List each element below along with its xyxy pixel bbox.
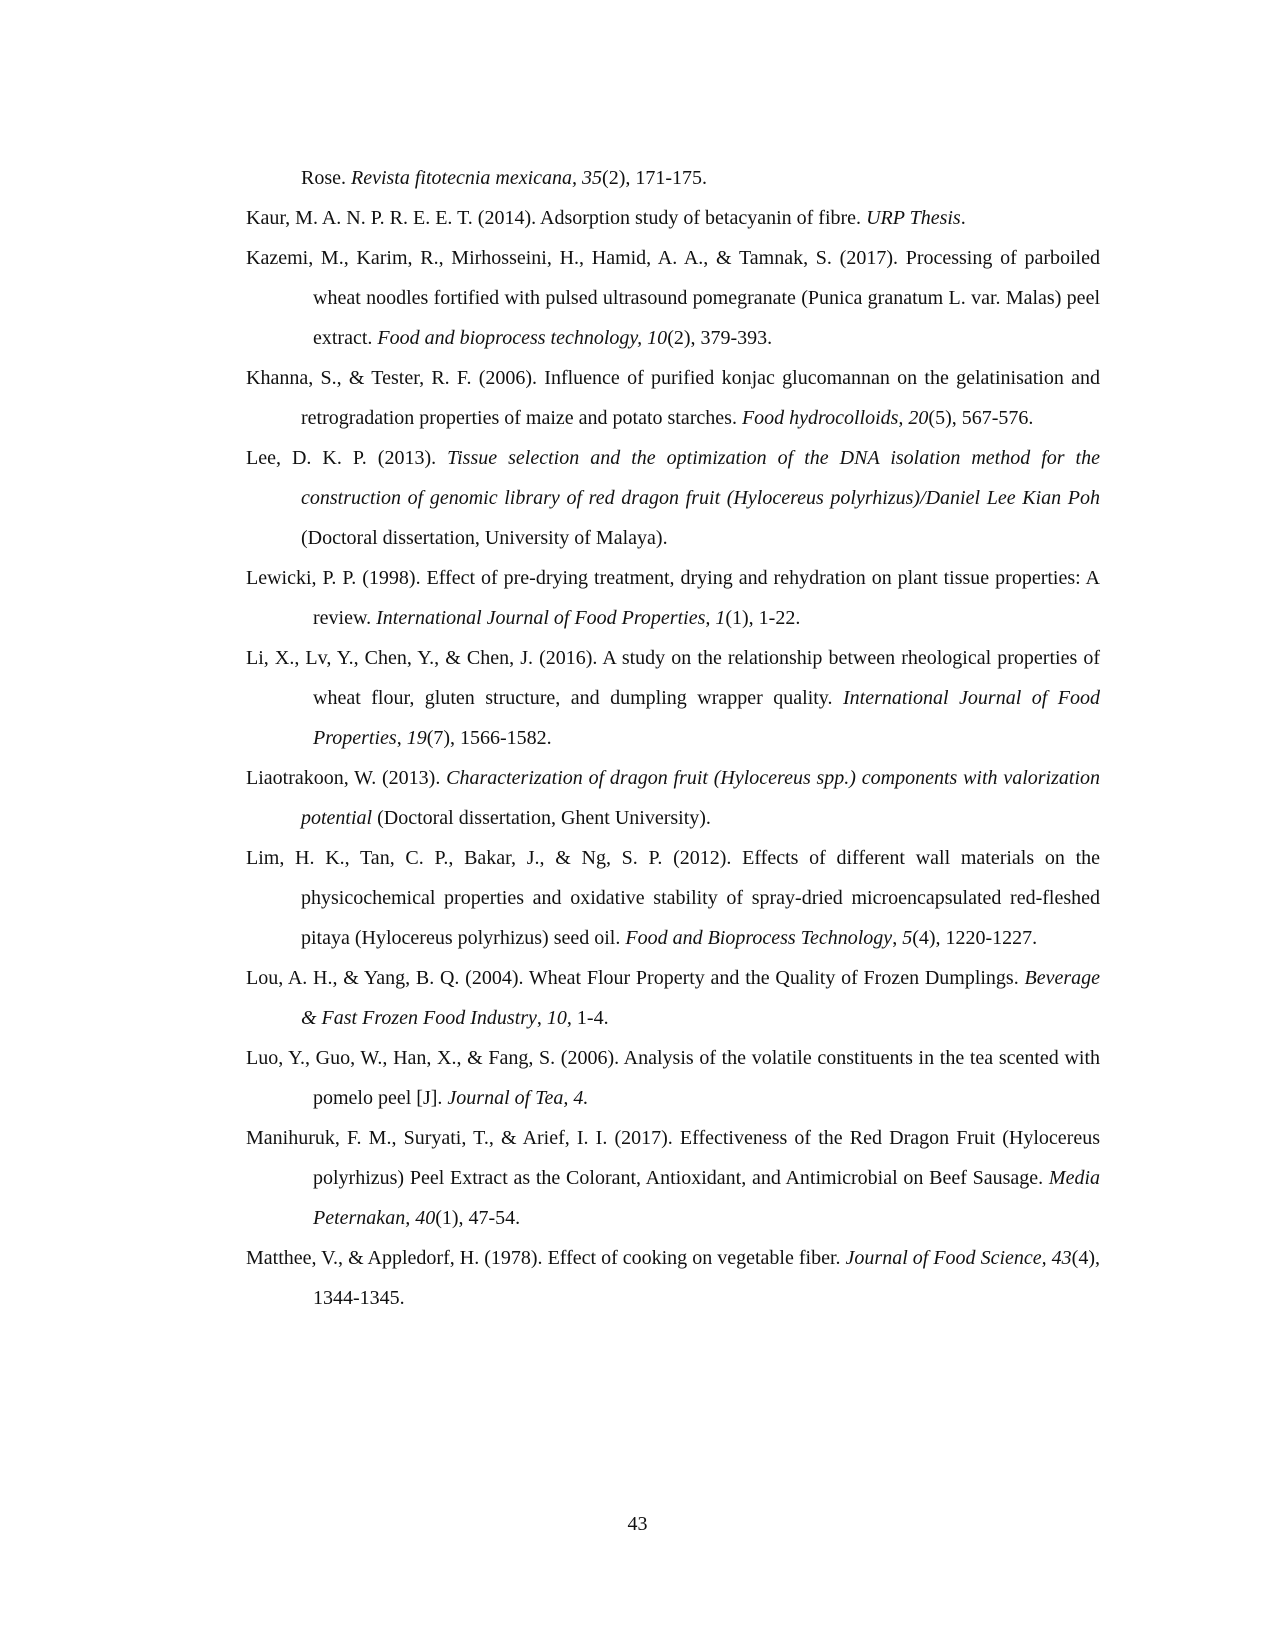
reference-text: (Doctoral dissertation, Ghent University). — [372, 807, 711, 829]
reference-text: . — [960, 207, 966, 229]
reference-text: Li, X., Lv, Y., Chen, Y., & Chen, J. (2016). A study on the relationship between rheological properties of wheat flour, gluten structure, and dumpling wrapper quality. — [246, 647, 1100, 709]
reference-kaur — [246, 198, 1100, 238]
reference-text: Media Peternakan, 40 — [313, 1167, 1100, 1229]
reference-manihuruk — [246, 1118, 1100, 1238]
reference-text: , — [892, 927, 903, 949]
reference-khanna — [246, 358, 1100, 438]
reference-text: , — [536, 1007, 547, 1029]
reference-matthee — [246, 1238, 1100, 1318]
reference-text: Lewicki, P. P. (1998). Effect of pre-drying treatment, drying and rehydration on plant tissue properties: A review. — [246, 567, 1100, 629]
reference-list — [246, 158, 1100, 1318]
reference-lewicki — [246, 558, 1100, 638]
reference-text: (2), 171-175. — [602, 167, 708, 189]
reference-text: (Doctoral dissertation, University of Malaya). — [301, 527, 668, 549]
reference-luo — [246, 1038, 1100, 1118]
reference-text: Revista fitotecnia mexicana, 35 — [351, 167, 603, 189]
reference-kazemi — [246, 238, 1100, 358]
reference-text: Kazemi, M., Karim, R., Mirhosseini, H., Hamid, A. A., & Tamnak, S. (2017). Processing of parboiled wheat noodles fortified with pulsed ultrasound pomegranate (Punica granatum L. var. Malas) peel extract. — [246, 247, 1100, 349]
reference-text: Lim, H. K., Tan, C. P., Bakar, J., & Ng, S. P. (2012). Effects of different wall materials on the physicochemical properties and oxidative stability of spray-dried microencapsulated red-fleshed pitaya (Hylocereus polyrhizus) seed oil. — [246, 847, 1100, 949]
reference-text: Rose. — [301, 167, 351, 189]
reference-lim — [246, 838, 1100, 958]
reference-text: , — [396, 727, 407, 749]
reference-text: URP Thesis — [866, 207, 961, 229]
reference-text: Liaotrakoon, W. (2013). — [246, 767, 447, 789]
reference-text: (4), 1220-1227. — [912, 927, 1038, 949]
reference-text: International Journal of Food Properties — [313, 687, 1100, 749]
reference-text: (1), 47-54. — [435, 1207, 521, 1229]
reference-text: International Journal of Food Properties, 1 — [376, 607, 726, 629]
reference-text: (1), 1-22. — [725, 607, 801, 629]
reference-text: 10 — [546, 1007, 567, 1029]
reference-text: (5), 567-576. — [928, 407, 1034, 429]
reference-text: Manihuruk, F. M., Suryati, T., & Arief, I. I. (2017). Effectiveness of the Red Dragon Fruit (Hylocereus polyrhizus) Peel Extract as the Colorant, Antioxidant, and Antimicrobial on Beef Sausage. — [246, 1127, 1100, 1189]
reference-text: Characterization of dragon fruit (Hylocereus spp.) components with valorization potential — [301, 767, 1101, 829]
reference-text: Tissue selection and the optimization of the DNA isolation method for the construction of genomic library of red dragon fruit (Hylocereus polyrhizus)/Daniel Lee Kian Poh — [301, 447, 1100, 509]
reference-text: 19 — [406, 727, 427, 749]
reference-text: Lee, D. K. P. (2013). — [246, 447, 448, 469]
reference-text: Lou, A. H., & Yang, B. Q. (2004). Wheat Flour Property and the Quality of Frozen Dumplings. — [246, 967, 1025, 989]
reference-text: (7), 1566-1582. — [426, 727, 552, 749]
reference-text: Beverage & Fast Frozen Food Industry — [301, 967, 1100, 1029]
reference-text: Luo, Y., Guo, W., Han, X., & Fang, S. (2006). Analysis of the volatile constituents in the tea scented with pomelo peel [J]. — [246, 1047, 1100, 1109]
page-number: 43 — [627, 1513, 648, 1535]
reference-text: Kaur, M. A. N. P. R. E. E. T. (2014). Adsorption study of betacyanin of fibre. — [246, 207, 867, 229]
reference-text: Food and bioprocess technology, 10 — [377, 327, 668, 349]
reference-text: , 1-4. — [566, 1007, 609, 1029]
reference-text: (4), 1344-1345. — [313, 1247, 1100, 1309]
reference-lou — [246, 958, 1100, 1038]
reference-text: Khanna, S., & Tester, R. F. (2006). Influence of purified konjac glucomannan on the gelatinisation and retrogradation properties of maize and potato starches. — [246, 367, 1100, 429]
reference-liaotrakoon — [246, 758, 1100, 838]
reference-text: Food hydrocolloids, 20 — [741, 407, 929, 429]
reference-text: Matthee, V., & Appledorf, H. (1978). Effect of cooking on vegetable fiber. — [246, 1247, 846, 1269]
reference-rose-cont — [246, 158, 1100, 198]
reference-text: Food and Bioprocess Technology — [625, 927, 893, 949]
reference-text: Journal of Tea, 4. — [447, 1087, 589, 1109]
reference-li — [246, 638, 1100, 758]
reference-text: 5 — [902, 927, 913, 949]
reference-lee — [246, 438, 1100, 558]
reference-text: Journal of Food Science, 43 — [845, 1247, 1072, 1269]
reference-text: (2), 379-393. — [667, 327, 773, 349]
